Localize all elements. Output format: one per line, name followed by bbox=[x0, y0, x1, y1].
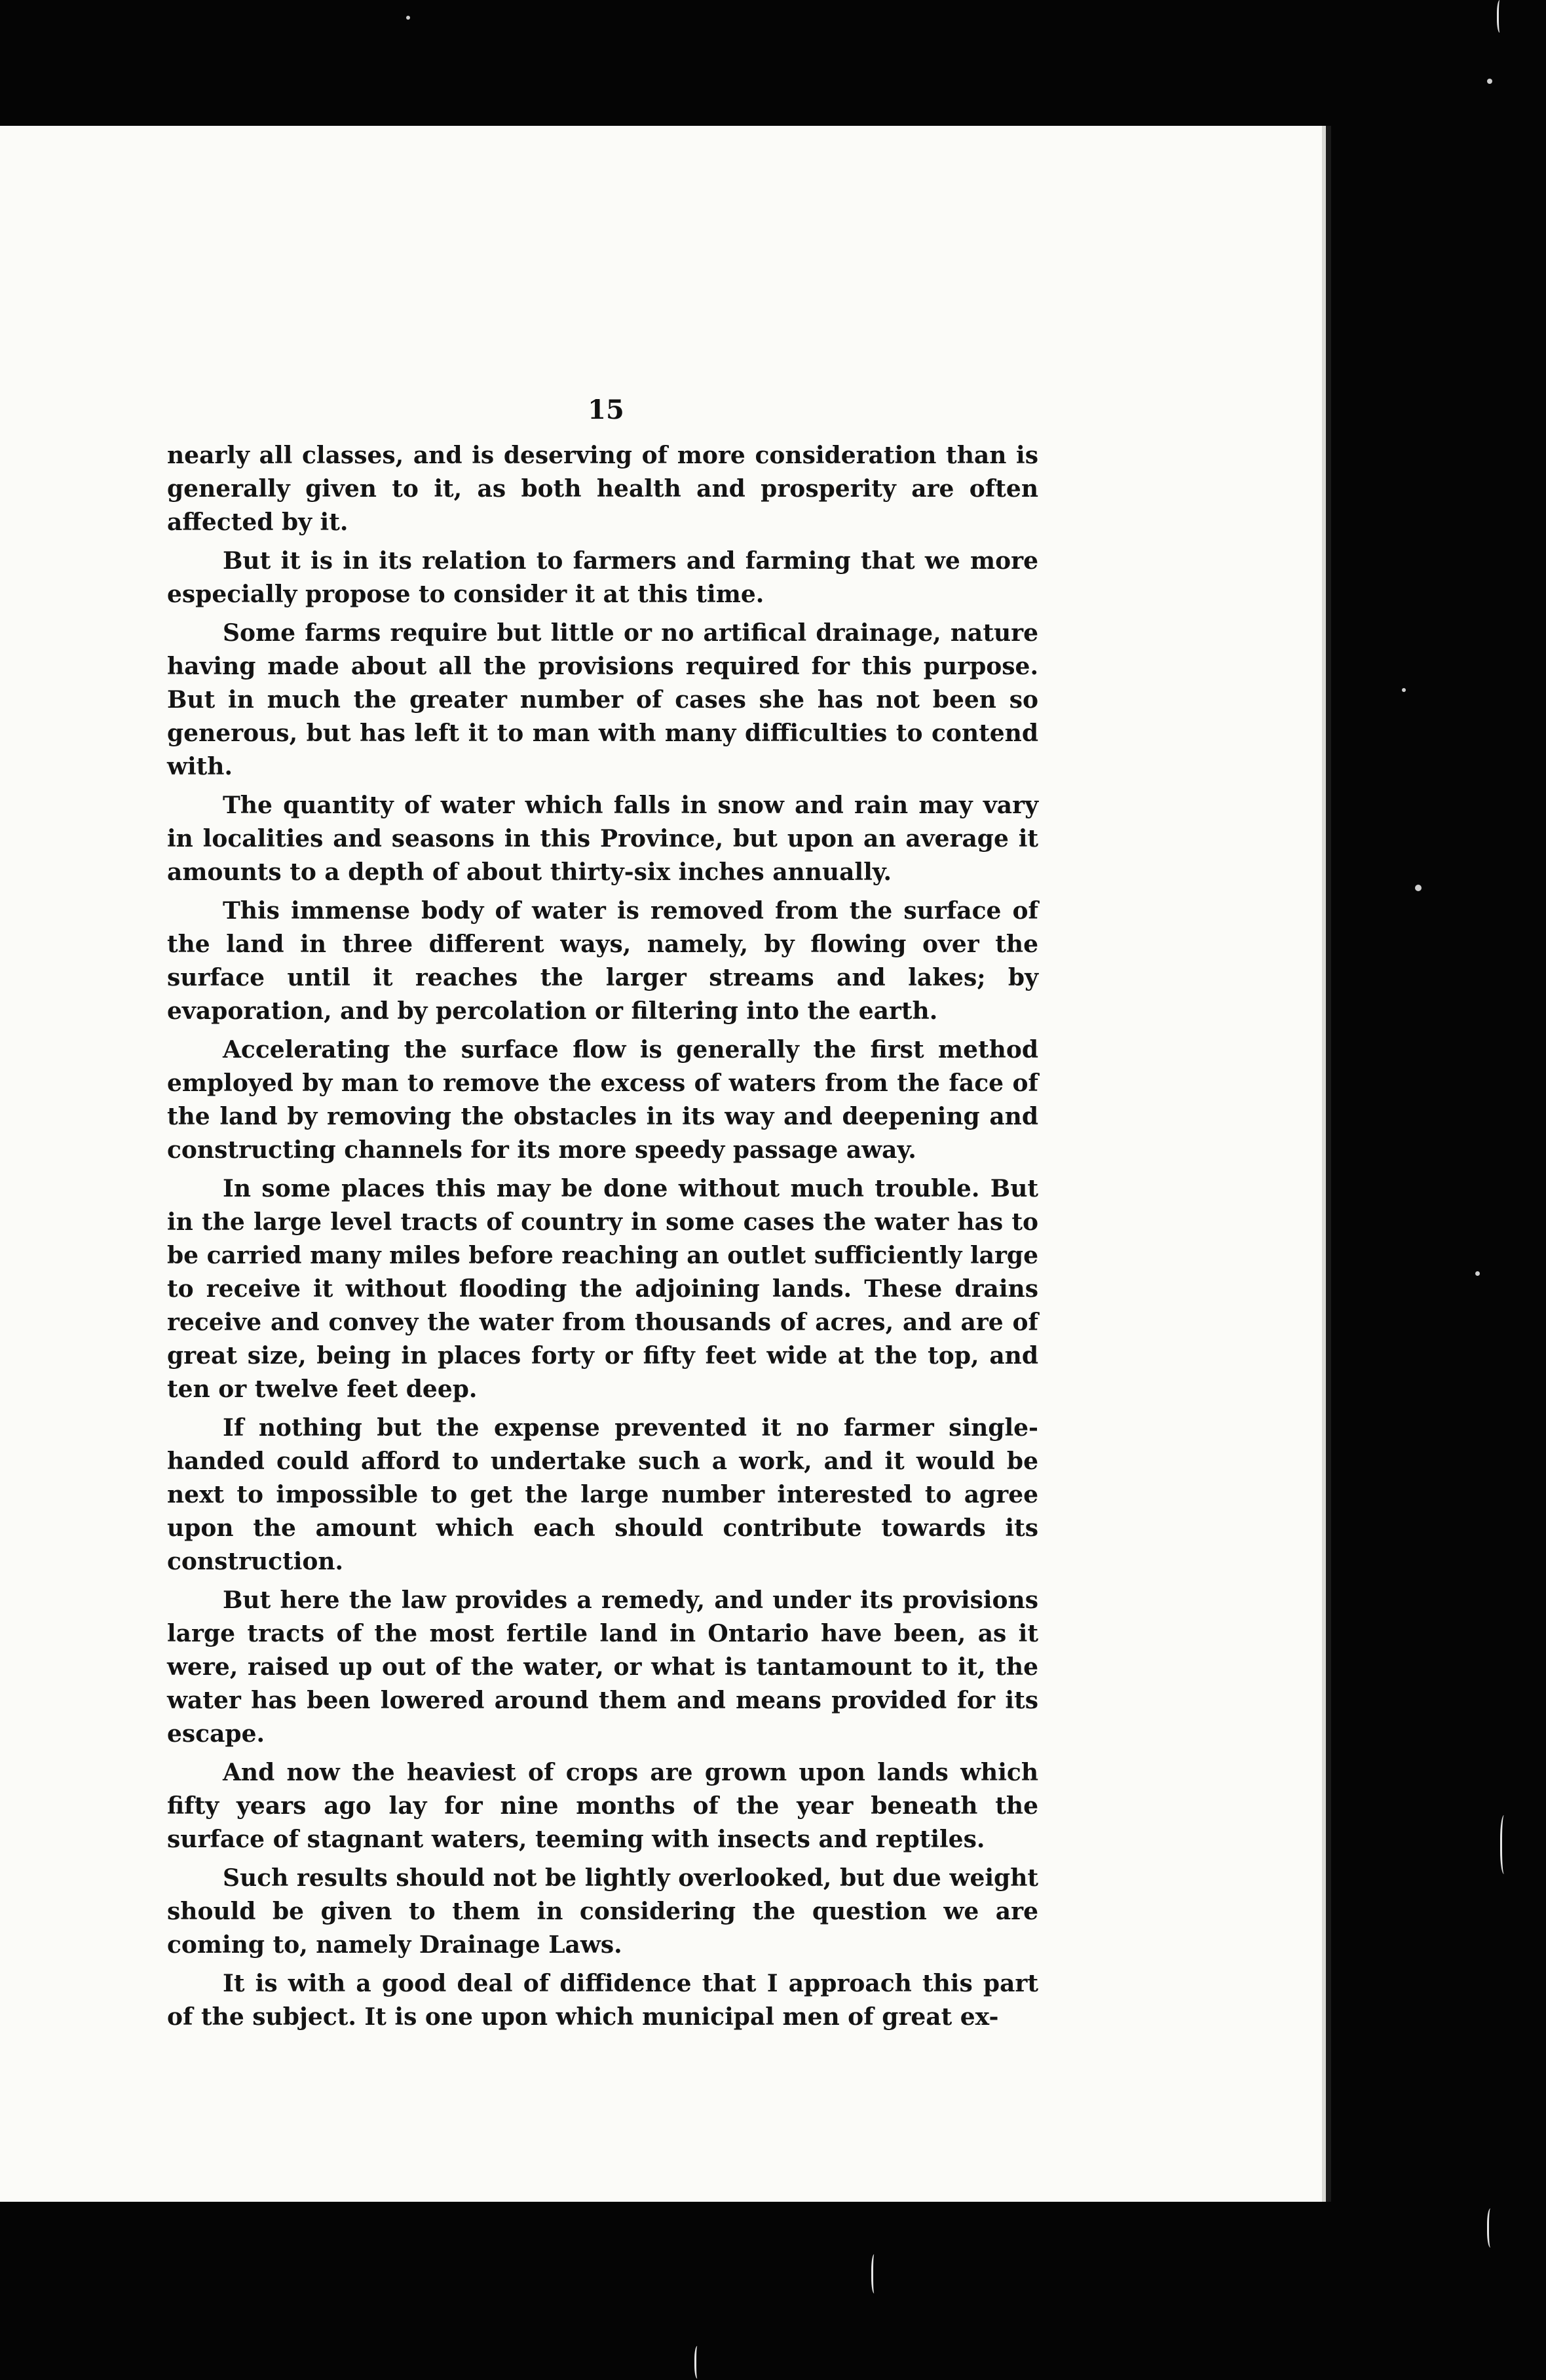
dust-speck bbox=[406, 16, 410, 20]
dust-speck bbox=[1402, 688, 1406, 692]
paragraph: In some places this may be done without much trouble. But in the large level tracts of country in some cases the water has to be carried many miles before reaching an outlet sufficiently large to receive it without flooding the adjoining lands. These drains receive and convey the water from thousands of acres, and are of great size, being in places forty or fifty feet wide at the top, and ten or twelve feet deep. bbox=[167, 1175, 1038, 1403]
dust-speck bbox=[1487, 79, 1492, 84]
paragraph: But it is in its relation to farmers and farming that we more especially propose to consider it at this time. bbox=[167, 547, 1038, 608]
book-page bbox=[0, 126, 1326, 2202]
dust-speck bbox=[1475, 1271, 1480, 1276]
body-text bbox=[167, 439, 1038, 2039]
paragraph: And now the heaviest of crops are grown upon lands which fifty years ago lay for nine months of the year beneath the surface of stagnant waters, teeming with insects and reptiles. bbox=[167, 1759, 1038, 1853]
scratch-mark bbox=[1497, 0, 1504, 33]
dust-speck bbox=[1415, 885, 1422, 891]
page-number: 15 bbox=[588, 394, 624, 425]
scratch-mark bbox=[1487, 2208, 1496, 2248]
paragraph: The quantity of water which falls in snow and rain may vary in localities and seasons in this Province, but upon an average it amounts to a depth of about thirty-six inches annually. bbox=[167, 792, 1038, 886]
paragraph: If nothing but the expense prevented it no farmer single-handed could afford to undertake such a work, and it would be next to impossible to get the large number interested to agree upon the amount which each should contribute towards its construction. bbox=[167, 1414, 1038, 1575]
paragraph: Some farms require but little or no artifical drainage, nature having made about all the provisions required for this purpose. But in much the greater number of cases she has not been so generous, but has left it to man with many difficulties to contend with. bbox=[167, 619, 1038, 780]
paragraph: It is with a good deal of diffidence that I approach this part of the subject. It is one upon which municipal men of great ex- bbox=[167, 1970, 1038, 2031]
paragraph: nearly all classes, and is deserving of more consideration than is generally given to it, as both health and prosperity are often affected by it. bbox=[167, 442, 1038, 536]
scratch-mark bbox=[1500, 1815, 1510, 1874]
paragraph: But here the law provides a remedy, and under its provisions large tracts of the most fertile land in Ontario have been, as it were, raised up out of the water, or what is tantamount to it, the water has been lowered around them and means provided for its escape. bbox=[167, 1586, 1038, 1748]
paragraph: Such results should not be lightly overlooked, but due weight should be given to them in considering the question we are coming to, namely Drainage Laws. bbox=[167, 1864, 1038, 1959]
paragraph: This immense body of water is removed from the surface of the land in three different ways, namely, by flowing over the surface until it reaches the larger streams and lakes; by evaporation, and by percolation or filtering into the earth. bbox=[167, 897, 1038, 1025]
scratch-mark bbox=[871, 2254, 878, 2294]
scratch-mark bbox=[694, 2346, 702, 2379]
paragraph: Accelerating the surface flow is generally the first method employed by man to remove the excess of waters from the face of the land by removing the obstacles in its way and deepening and constructing channels for its more speedy passage away. bbox=[167, 1036, 1038, 1164]
